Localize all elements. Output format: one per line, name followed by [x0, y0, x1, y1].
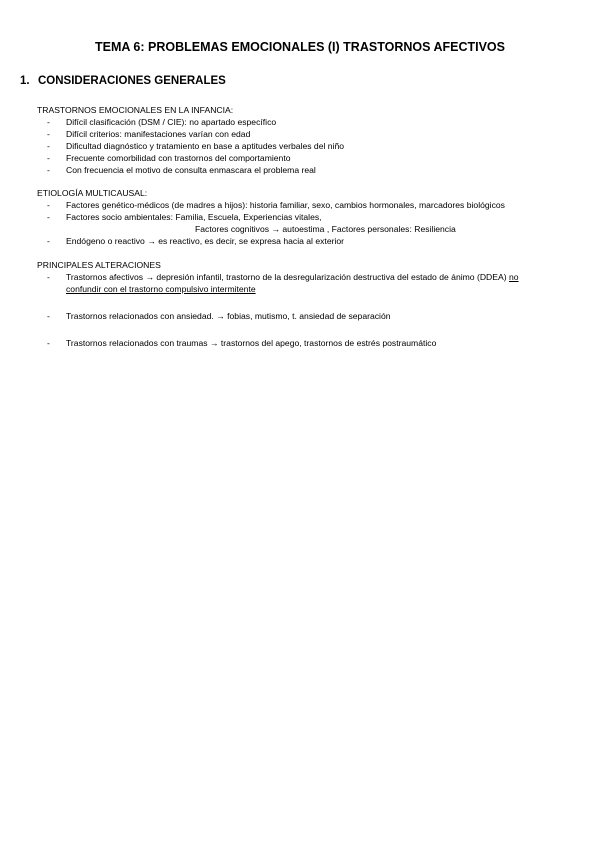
bullet-dash: - — [47, 200, 50, 210]
list-item — [37, 235, 577, 247]
list-item-text: Dificultad diagnóstico y tratamiento en base a aptitudes verbales del niño — [66, 141, 345, 151]
alteraciones-list — [37, 271, 577, 349]
etiologia-list-after — [37, 235, 577, 247]
bullet-dash: - — [47, 153, 50, 163]
list-item-text: Trastornos relacionados con traumas → trastornos del apego, trastornos de estrés postraumático — [66, 338, 437, 348]
list-item — [37, 211, 577, 223]
list-item — [37, 152, 577, 164]
list-item-text: Difícil criterios: manifestaciones varían con edad — [66, 129, 251, 139]
list-item-text: Frecuente comorbilidad con trastornos del comportamiento — [66, 153, 291, 163]
alteraciones-label: PRINCIPALES ALTERACIONES — [37, 260, 161, 270]
underlined-text: confundir con el trastorno compulsivo intermitente — [66, 284, 256, 294]
list-item — [37, 271, 577, 295]
list-item — [37, 310, 577, 322]
bullet-dash: - — [47, 117, 50, 127]
bullet-dash: - — [47, 236, 50, 246]
list-item — [37, 140, 577, 152]
list-item — [37, 337, 577, 349]
bullet-dash: - — [47, 338, 50, 348]
list-item-text: Trastornos relacionados con ansiedad. → fobias, mutismo, t. ansiedad de separación — [66, 311, 391, 321]
section-heading-text: CONSIDERACIONES GENERALES — [38, 75, 226, 87]
alteraciones-section — [37, 259, 577, 349]
list-item — [37, 116, 577, 128]
list-item-text: Difícil clasificación (DSM / CIE): no apartado específico — [66, 117, 277, 127]
list-item-line — [66, 283, 577, 295]
bullet-dash: - — [47, 129, 50, 139]
bullet-dash: - — [47, 272, 50, 282]
bullet-dash: - — [47, 212, 50, 222]
list-item-line — [66, 271, 577, 283]
etiologia-section — [37, 187, 577, 247]
document-title: TEMA 6: PROBLEMAS EMOCIONALES (I) TRASTORNOS AFECTIVOS — [95, 40, 505, 54]
etiologia-continuation: Factores cognitivos → autoestima , Factores personales: Resiliencia — [195, 224, 456, 234]
trastornos-list — [37, 116, 577, 176]
trastornos-label: TRASTORNOS EMOCIONALES EN LA INFANCIA: — [37, 105, 234, 115]
etiologia-list — [37, 199, 577, 223]
bullet-dash: - — [47, 311, 50, 321]
list-item-text: Endógeno o reactivo → es reactivo, es decir, se expresa hacia al exterior — [66, 236, 345, 246]
list-item-text: Trastornos afectivos → depresión infantil, trastorno de la desregularización destructiva del estado de ánimo (DDEA) — [66, 272, 507, 282]
bullet-dash: - — [47, 165, 50, 175]
list-item — [37, 128, 577, 140]
list-item-text: Con frecuencia el motivo de consulta enmascara el problema real — [66, 165, 316, 175]
list-item-text: Factores genético-médicos (de madres a hijos): historia familiar, sexo, cambios hormonales, marcadores biológicos — [66, 200, 505, 210]
list-item-text: Factores socio ambientales: Familia, Escuela, Experiencias vitales, — [66, 212, 322, 222]
trastornos-section — [37, 104, 577, 176]
bullet-dash: - — [47, 141, 50, 151]
section-heading — [20, 75, 226, 87]
etiologia-label: ETIOLOGÍA MULTICAUSAL: — [37, 188, 148, 198]
section-number: 1. — [20, 75, 30, 87]
underlined-text: no — [508, 272, 519, 282]
list-item — [37, 199, 577, 211]
list-item — [37, 164, 577, 176]
